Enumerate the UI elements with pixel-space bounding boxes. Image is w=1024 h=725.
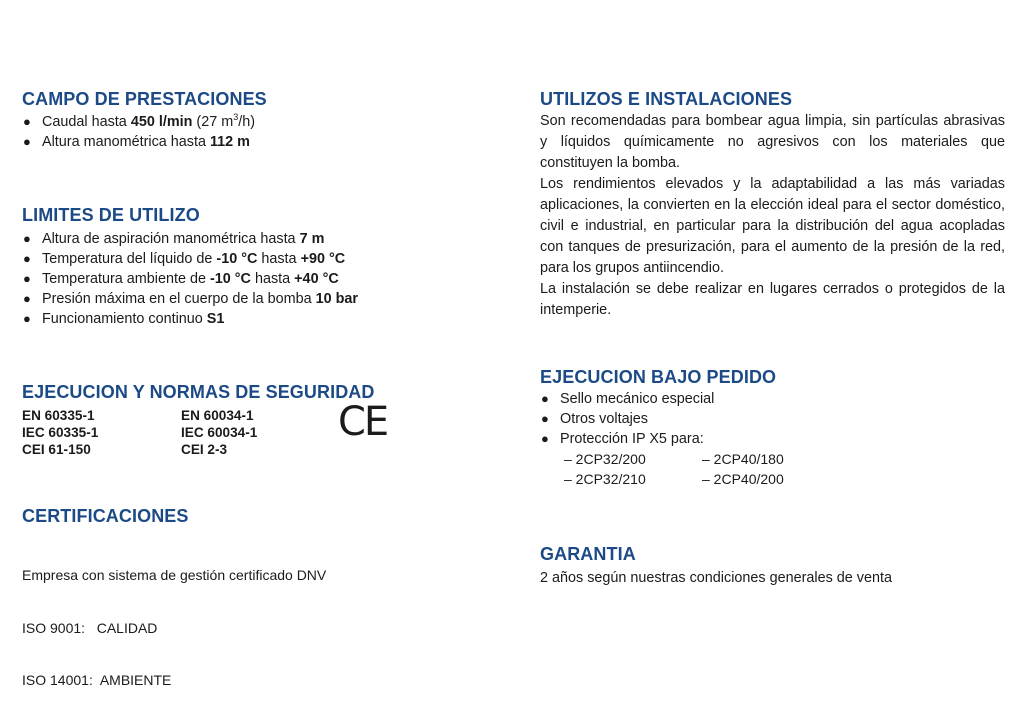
section-title-campo: CAMPO DE PRESTACIONES (22, 89, 267, 109)
standard-item: EN 60034-1 (181, 408, 254, 423)
models-grid (540, 449, 1005, 489)
list-item: ● Temperatura ambiente de -10 °C hasta +40 °C (23, 271, 339, 287)
section-utilizos (540, 88, 1005, 321)
certificaciones-text (22, 532, 462, 725)
bullet-icon: ● (23, 311, 31, 326)
list-item: ● Presión máxima en el cuerpo de la bomba 10 bar (23, 291, 358, 307)
paragraph: Son recomendadas para bombear agua limpia, sin partículas abrasivas y líquidos químicamente no agresivos con los materiales que constituyen la bomba. (540, 113, 1005, 171)
bajo-pedido-list (540, 389, 1005, 449)
list-item: ● Altura de aspiración manométrica hasta 7 m (23, 231, 325, 247)
section-title-bajo-pedido: EJECUCION BAJO PEDIDO (540, 367, 777, 387)
bullet-icon: ● (23, 251, 31, 266)
section-bajo-pedido (540, 366, 1005, 489)
section-title-limites: LIMITES DE UTILIZO (22, 205, 200, 225)
standard-item: IEC 60335-1 (22, 425, 99, 440)
section-campo (22, 88, 462, 152)
bullet-icon: ● (23, 114, 31, 129)
bullet-icon: ● (23, 271, 31, 286)
cert-line: ISO 9001: CALIDAD (22, 619, 158, 636)
list-item: ● Funcionamiento continuo S1 (23, 311, 225, 327)
standards-col-2 (181, 407, 257, 458)
bullet-icon: ● (23, 291, 31, 306)
standard-item: CEI 2-3 (181, 442, 228, 457)
section-limites (22, 204, 462, 329)
list-item: ● Otros voltajes (541, 411, 648, 427)
standard-item: EN 60335-1 (22, 408, 95, 423)
section-title-certificaciones: CERTIFICACIONES (22, 506, 189, 526)
list-item: ● Caudal hasta 450 l/min (27 $m^3/h$) (23, 112, 256, 130)
list-item: ● Altura manométrica hasta 112 m (23, 134, 250, 150)
section-title-utilizos: UTILIZOS E INSTALACIONES (540, 89, 793, 109)
utilizos-body (540, 111, 1005, 321)
bullet-icon: ● (541, 431, 549, 446)
standard-item: IEC 60034-1 (181, 425, 258, 440)
limites-list (22, 229, 462, 329)
garantia-text: 2 años según nuestras condiciones generales de venta (540, 570, 893, 586)
standard-item: CEI 61-150 (22, 442, 91, 457)
section-certificaciones (22, 505, 462, 725)
model-item: – 2CP32/200 (564, 451, 646, 467)
bullet-icon: ● (23, 134, 31, 149)
section-title-garantia: GARANTIA (540, 544, 636, 564)
campo-list (22, 112, 462, 152)
paragraph: Los rendimientos elevados y la adaptabilidad a las más variadas aplicaciones, la convierten en la elección ideal para el sector doméstico, civil e industrial, en particular para la distribución del agua acopladas con tanques de presurización, para el aumento de la presión de la red, para los grupos antiincendio. (540, 176, 1005, 276)
model-item: – 2CP40/180 (702, 451, 784, 467)
list-item: ● Protección IP X5 para: (541, 431, 704, 447)
bullet-icon: ● (541, 391, 549, 406)
section-title-ejecucion: EJECUCION Y NORMAS DE SEGURIDAD (22, 382, 375, 402)
cert-line: ISO 14001: AMBIENTE (22, 672, 172, 688)
list-item: ● Temperatura del líquido de -10 °C hasta +90 °C (23, 251, 346, 267)
model-item: – 2CP40/200 (702, 471, 784, 487)
model-item: – 2CP32/210 (564, 471, 646, 487)
standards-col-1 (22, 407, 98, 458)
bullet-icon: ● (23, 231, 31, 246)
paragraph: La instalación se debe realizar en lugares cerrados o protegidos de la intemperie. (540, 281, 1005, 318)
bullet-icon: ● (541, 411, 549, 426)
ce-mark-icon: CE (338, 399, 388, 445)
cert-line: Empresa con sistema de gestión certificado DNV (22, 567, 327, 583)
section-garantia (540, 543, 1005, 588)
list-item: ● Sello mecánico especial (541, 391, 715, 407)
section-ejecucion (22, 381, 462, 471)
